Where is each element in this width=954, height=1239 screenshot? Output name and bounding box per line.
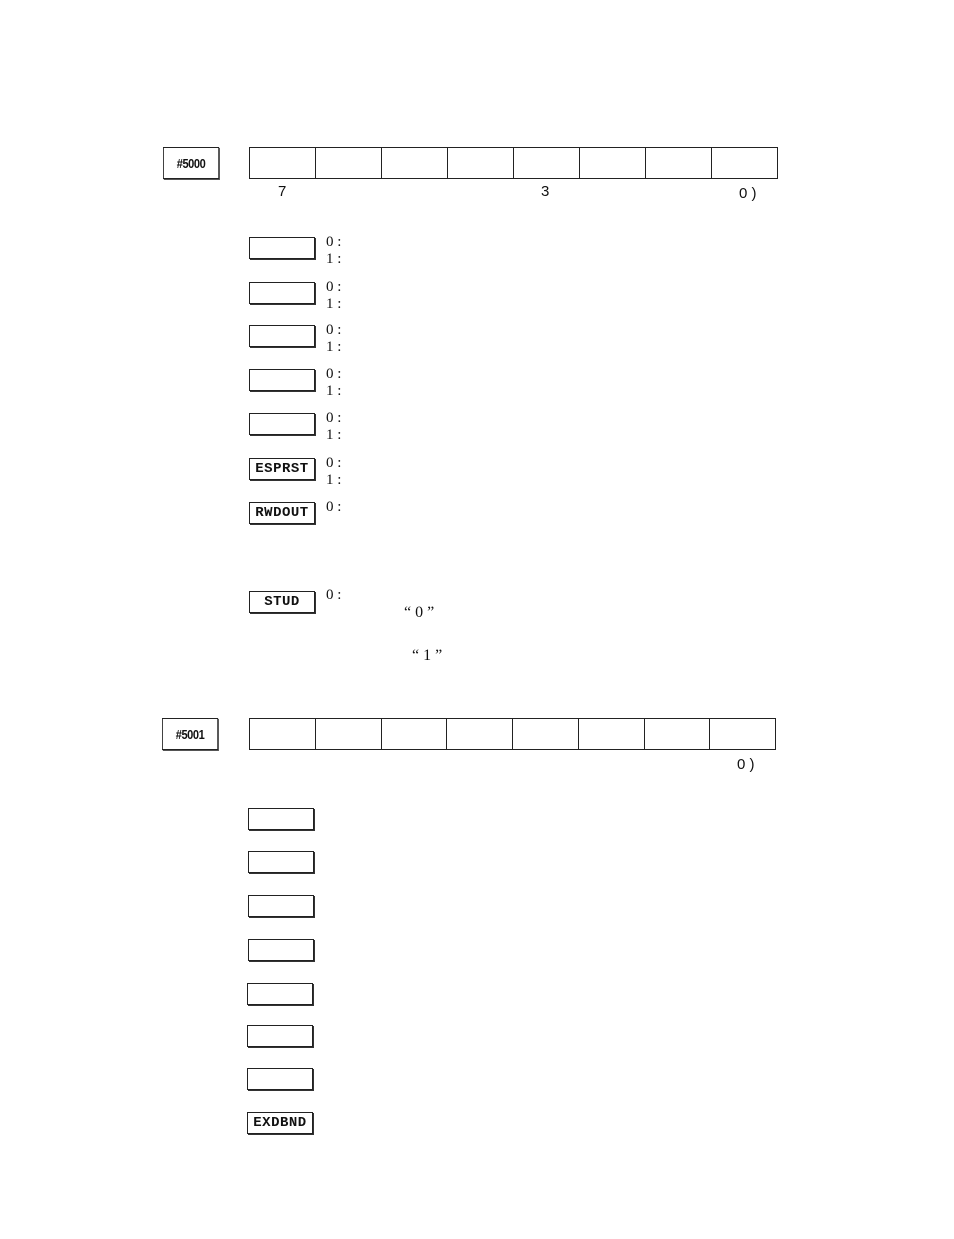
bit-cell-5 [382, 148, 448, 178]
stud-label: STUD [264, 594, 300, 610]
bit-cell-4 [447, 719, 513, 749]
bit-label-3: 3 [541, 183, 550, 200]
bit-cell-2 [579, 719, 645, 749]
bit-label-0: 0 ) [739, 185, 757, 202]
param-5001-id: #5001 [175, 726, 205, 742]
entry-5001-bit-2 [247, 1025, 313, 1047]
entry-bit-4 [249, 369, 315, 391]
bit-cell-7 [250, 719, 316, 749]
entry-rwdout [249, 502, 315, 524]
entry-bit-7-options: 0 : 1 : [326, 234, 342, 267]
bit-label-0: 0 ) [737, 756, 755, 773]
rwdout-label: RWDOUT [255, 505, 309, 521]
entry-bit-7 [249, 237, 315, 259]
stud-quote-1: “ 1 ” [412, 647, 443, 664]
entry-bit-5 [249, 325, 315, 347]
entry-esprst [249, 458, 315, 480]
entry-stud [249, 591, 315, 613]
entry-5001-bit-4 [248, 939, 314, 961]
esprst-label: ESPRST [255, 461, 309, 477]
bit-cell-3 [513, 719, 579, 749]
entry-esprst-options: 0 : 1 : [326, 455, 342, 488]
bit-cell-3 [514, 148, 580, 178]
param-5001-label [162, 718, 218, 750]
bit-label-7: 7 [278, 183, 287, 200]
entry-bit-3-options: 0 : 1 : [326, 410, 342, 443]
bit-cell-2 [580, 148, 646, 178]
bit-cell-1 [645, 719, 711, 749]
entry-5001-bit-7 [248, 808, 314, 830]
bit-cell-1 [646, 148, 712, 178]
param-5001-bit-row [249, 718, 776, 750]
param-5000-bit-row [249, 147, 778, 179]
bit-cell-5 [382, 719, 448, 749]
entry-5001-bit-6 [248, 851, 314, 873]
entry-bit-6-options: 0 : 1 : [326, 279, 342, 312]
bit-cell-6 [316, 148, 382, 178]
entry-bit-4-options: 0 : 1 : [326, 366, 342, 399]
exdbnd-label: EXDBND [253, 1115, 307, 1131]
entry-5001-bit-1 [247, 1068, 313, 1090]
bit-cell-4 [448, 148, 514, 178]
bit-cell-0 [712, 148, 777, 178]
entry-bit-5-options: 0 : 1 : [326, 322, 342, 355]
entry-rwdout-options: 0 : [326, 499, 342, 515]
param-5000-id: #5000 [176, 155, 206, 171]
entry-stud-options: 0 : [326, 587, 342, 603]
bit-cell-7 [250, 148, 316, 178]
stud-quote-0: “ 0 ” [404, 604, 435, 621]
param-5000-label [163, 147, 219, 179]
entry-5001-bit-5 [248, 895, 314, 917]
entry-bit-6 [249, 282, 315, 304]
bit-cell-6 [316, 719, 382, 749]
entry-exdbnd [247, 1112, 313, 1134]
entry-5001-bit-3 [247, 983, 313, 1005]
entry-bit-3 [249, 413, 315, 435]
bit-cell-0 [710, 719, 775, 749]
